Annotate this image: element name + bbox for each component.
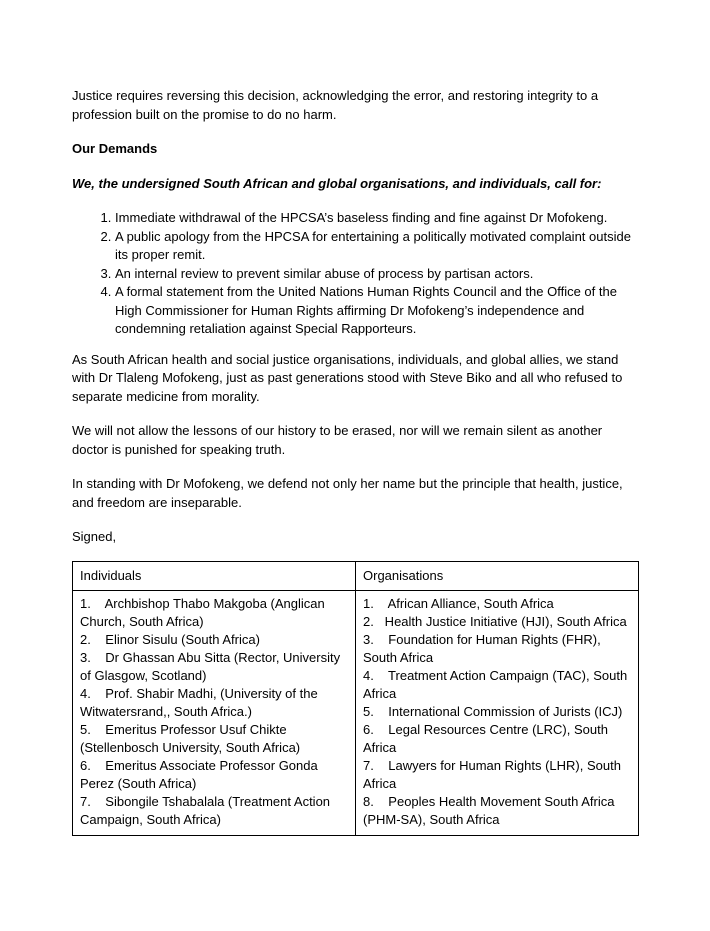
individual-entry: 2. Elinor Sisulu (South Africa) bbox=[80, 632, 260, 647]
signatories-table bbox=[72, 561, 639, 837]
individual-entry: 1. Archbishop Thabo Makgoba (Anglican Church, South Africa) bbox=[80, 596, 329, 629]
intro-paragraph: Justice requires reversing this decision, acknowledging the error, and restoring integrity to a profession built on the promise to do no harm. bbox=[72, 88, 599, 122]
organisation-entry: 8. Peoples Health Movement South Africa (PHM-SA), South Africa bbox=[363, 794, 619, 827]
individual-entry: 6. Emeritus Associate Professor Gonda Perez (South Africa) bbox=[80, 758, 322, 791]
demand-item: 4. A formal statement from the United Nations Human Rights Council and the Office of the High Commissioner for Human Rights affirming Dr Mofokeng’s independence and condemning retaliation against Special Rapporteurs. bbox=[115, 283, 638, 339]
closing-paragraph-2: We will not allow the lessons of our history to be erased, nor will we remain silent as another doctor is punished for speaking truth. bbox=[72, 423, 603, 457]
organisations-cell bbox=[356, 591, 639, 836]
closing-paragraph-3: In standing with Dr Mofokeng, we defend not only her name but the principle that health, justice, and freedom are inseparable. bbox=[72, 476, 623, 510]
demands-heading: Our Demands bbox=[72, 141, 158, 156]
individual-entry: 7. Sibongile Tshabalala (Treatment Action Campaign, South Africa) bbox=[80, 794, 334, 827]
individuals-cell bbox=[73, 591, 356, 836]
demand-item: 3. An internal review to prevent similar abuse of process by partisan actors. bbox=[115, 265, 638, 284]
organisation-entry: 7. Lawyers for Human Rights (LHR), South Africa bbox=[363, 758, 624, 791]
organisation-entry: 2. Health Justice Initiative (HJI), South Africa bbox=[363, 614, 627, 629]
table-body-row bbox=[73, 591, 639, 836]
demand-item: 1. Immediate withdrawal of the HPCSA’s baseless finding and fine against Dr Mofokeng. bbox=[115, 209, 638, 228]
individual-entry: 3. Dr Ghassan Abu Sitta (Rector, University of Glasgow, Scotland) bbox=[80, 650, 344, 683]
organisation-entry: 1. African Alliance, South Africa bbox=[363, 596, 554, 611]
organisation-entry: 4. Treatment Action Campaign (TAC), South Africa bbox=[363, 668, 631, 701]
demand-item: 2. A public apology from the HPCSA for entertaining a politically motivated complaint outside its proper remit. bbox=[115, 228, 638, 265]
organisation-entry: 3. Foundation for Human Rights (FHR), South Africa bbox=[363, 632, 605, 665]
individual-entry: 5. Emeritus Professor Usuf Chikte (Stellenbosch University, South Africa) bbox=[80, 722, 301, 755]
organisation-entry: 5. International Commission of Jurists (ICJ) bbox=[363, 704, 623, 719]
table-header-row bbox=[73, 561, 639, 591]
signed-line: Signed, bbox=[72, 529, 117, 544]
organisations-header-cell: Organisations bbox=[356, 561, 639, 591]
individuals-header-cell: Individuals bbox=[73, 561, 356, 591]
call-to-action-line: We, the undersigned South African and global organisations, and individuals, call for: bbox=[72, 175, 602, 191]
individual-entry: 4. Prof. Shabir Madhi, (University of the Witwatersrand,, South Africa.) bbox=[80, 686, 322, 719]
organisation-entry: 6. Legal Resources Centre (LRC), South Africa bbox=[363, 722, 611, 755]
closing-paragraph-1: As South African health and social justice organisations, individuals, and global allies, we stand with Dr Tlaleng Mofokeng, just as past generations stood with Steve Biko and all who refused to separate medicine from morality. bbox=[72, 351, 623, 404]
demands-list bbox=[72, 209, 638, 339]
